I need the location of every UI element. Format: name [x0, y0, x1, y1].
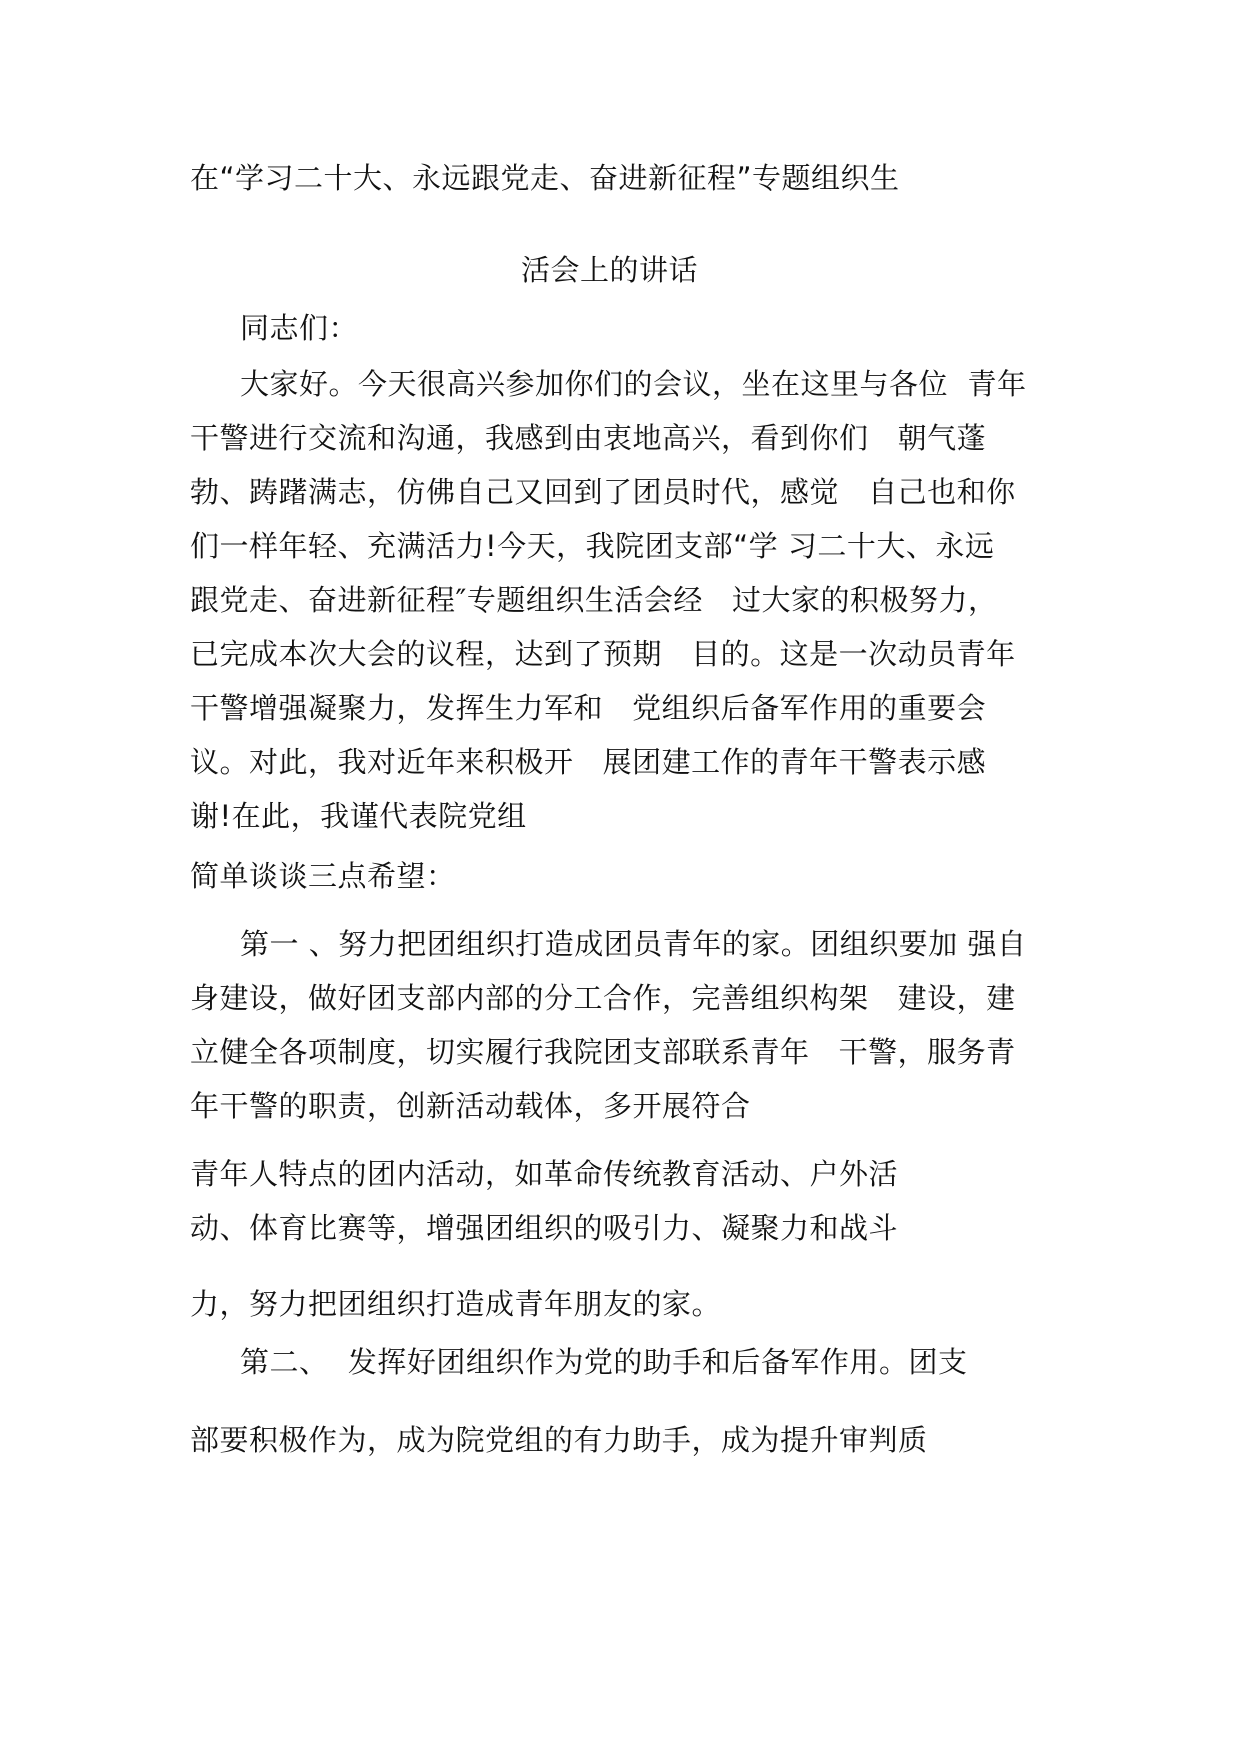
- paragraph-1-line: 大家好。今天很高兴参加你们的会议，坐在这里与各位 青年: [240, 367, 1027, 401]
- paragraph-1-line: 们一样年轻、充满活力!今天，我院团支部“学 习二十大、永远: [190, 529, 995, 563]
- paragraph-1-line: 干警进行交流和沟通，我感到由衷地高兴，看到你们 朝气蓬: [190, 421, 987, 455]
- paragraph-2-line: 力，努力把团组织打造成青年朋友的家。: [190, 1287, 722, 1321]
- paragraph-3-line: 部要积极作为，成为院党组的有力助手，成为提升审判质: [190, 1423, 928, 1457]
- paragraph-2-line: 身建设，做好团支部内部的分工合作，完善组织构架 建设，建: [190, 981, 1016, 1015]
- paragraph-2-line: 青年人特点的团内活动，如革命传统教育活动、户外活: [190, 1157, 899, 1191]
- document-title-line-1: 在“学习二十大、永远跟党走、奋进新征程”专题组织生: [190, 161, 900, 195]
- paragraph-1-line: 勃、踌躇满志，仿佛自己又回到了团员时代，感觉 自己也和你: [190, 475, 1016, 509]
- paragraph-1-line: 谢!在此，我谨代表院党组: [190, 799, 527, 833]
- paragraph-2-line: 动、体育比赛等，增强团组织的吸引力、凝聚力和战斗: [190, 1211, 899, 1245]
- hopes-intro: 简单谈谈三点希望：: [190, 859, 456, 893]
- paragraph-1-line: 干警增强凝聚力，发挥生力军和 党组织后备军作用的重要会: [190, 691, 987, 725]
- paragraph-1-line: 已完成本次大会的议程，达到了预期 目的。这是一次动员青年: [190, 637, 1016, 671]
- paragraph-2-line: 第一 、努力把团组织打造成团员青年的家。团组织要加 强自: [240, 927, 1027, 961]
- paragraph-1-line: 议。对此，我对近年来积极开 展团建工作的青年干警表示感: [190, 745, 987, 779]
- document-title-line-2: 活会上的讲话: [521, 253, 699, 287]
- paragraph-2-line: 年干警的职责，创新活动载体，多开展符合: [190, 1089, 751, 1123]
- paragraph-1-line: 跟党走、奋进新征程″专题组织生活会经 过大家的积极努力，: [190, 583, 998, 617]
- greeting: 同志们：: [240, 311, 359, 345]
- paragraph-2-line: 立健全各项制度，切实履行我院团支部联系青年 干警，服务青: [190, 1035, 1016, 1069]
- paragraph-3-line: 第二、 发挥好团组织作为党的助手和后备军作用。团支: [240, 1345, 968, 1379]
